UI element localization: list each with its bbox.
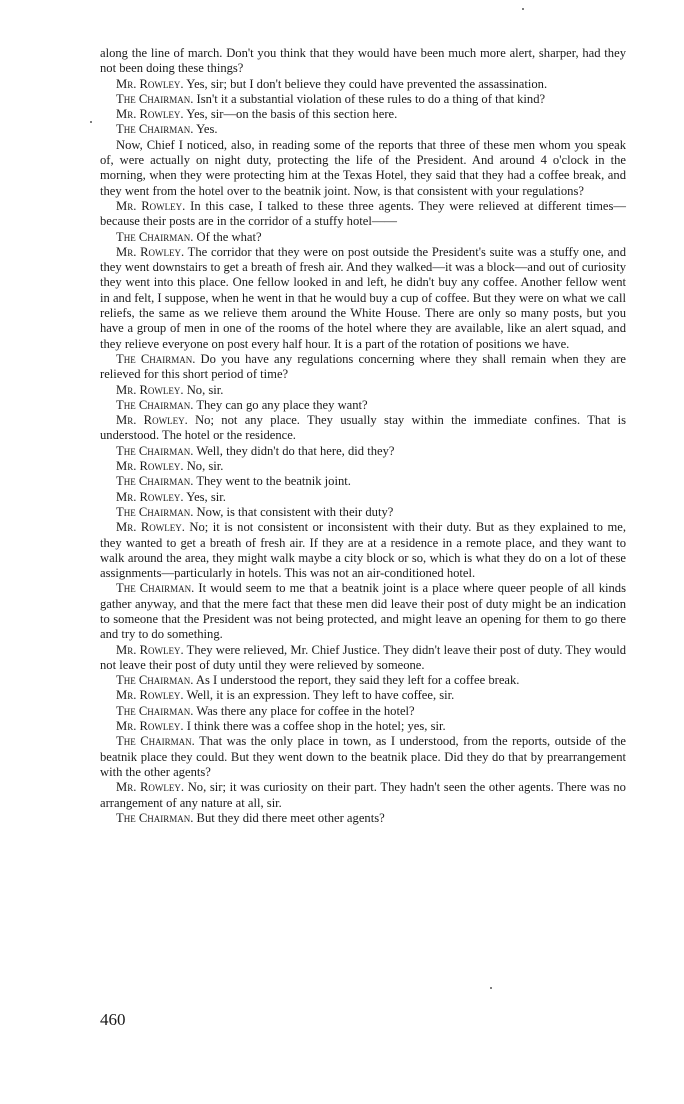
paragraph-text: As I understood the report, they said they left for a coffee break.: [195, 673, 520, 688]
paragraph-text: They can go any place they want?: [196, 397, 368, 412]
paragraph: [100, 704, 626, 719]
paragraph-text: Yes, sir.: [186, 489, 226, 504]
paragraph: [100, 490, 626, 505]
speaker-label: Mr. Rowley.: [116, 107, 184, 122]
speaker-label: Mr. Rowley.: [116, 382, 184, 397]
speaker-label: Mr. Rowley.: [116, 244, 185, 259]
scan-speck: [522, 8, 524, 10]
paragraph: [100, 673, 626, 688]
paragraph-text: They went to the beatnik joint.: [196, 474, 351, 489]
scan-speck: [490, 987, 492, 989]
paragraph-text: That was the only place in town, as I understood, from the reports, outside of the beatnik place they could. But they went down to the beatnik place. Did they do that by prearrangement with the other agents?: [100, 734, 627, 779]
paragraph: [100, 46, 626, 77]
speaker-label: The Chairman.: [116, 351, 196, 366]
speaker-label: The Chairman.: [116, 703, 194, 718]
speaker-label: Mr. Rowley.: [116, 780, 185, 795]
paragraph-text: They were relieved, Mr. Chief Justice. They didn't leave their post of duty. They would not leave their post of duty until they were relieved by someone.: [100, 642, 626, 672]
speaker-label: Mr. Rowley.: [116, 489, 184, 504]
paragraph: [100, 199, 626, 230]
speaker-label: The Chairman.: [116, 734, 195, 749]
paragraph-text: Well, it is an expression. They left to have coffee, sir.: [186, 688, 455, 703]
paragraph-text: No, sir.: [186, 382, 224, 397]
paragraph-text: No; not any place. They usually stay within the immediate confines. That is understood. The hotel or the residence.: [100, 413, 626, 443]
paragraph-text: Well, they didn't do that here, did they?: [196, 443, 395, 458]
speaker-label: The Chairman.: [116, 810, 194, 825]
speaker-label: Mr. Rowley.: [116, 520, 185, 535]
paragraph: [100, 643, 626, 674]
speaker-label: Mr. Rowley.: [116, 642, 184, 657]
paragraph-text: No; it is not consistent or inconsistent with their duty. But as they explained to me, they wanted to get a breath of fresh air. If they are at a residence in a remote place, and they want to walk around the area, they might walk maybe a city block or so, which is what they do on a lot of these assignments—particularly in hotels. This was not an air-conditioned hotel.: [100, 520, 626, 581]
paragraph: [100, 734, 626, 780]
paragraph-text: It would seem to me that a beatnik joint is a place where queer people of all kinds gather anyway, and that the mere fact that these men did leave their post of duty might be an indication to someone that the President was not being protected, and might leave an opening for them to go there and try to do something.: [100, 581, 626, 642]
paragraph: [100, 413, 626, 444]
speaker-label: The Chairman.: [116, 474, 194, 489]
paragraph: [100, 474, 626, 489]
speaker-label: Mr. Rowley.: [116, 198, 186, 213]
paragraph-text: But they did there meet other agents?: [196, 810, 385, 825]
speaker-label: The Chairman.: [116, 229, 194, 244]
paragraph: [100, 383, 626, 398]
paragraph: [100, 77, 626, 92]
paragraph-text: Of the what?: [196, 229, 262, 244]
speaker-label: The Chairman.: [116, 504, 194, 519]
speaker-label: Mr. Rowley.: [116, 76, 184, 91]
paragraph-text: Yes, sir—on the basis of this section here.: [186, 107, 398, 122]
paragraph-text: No, sir.: [186, 459, 224, 474]
paragraph-text: I think there was a coffee shop in the hotel; yes, sir.: [186, 719, 446, 734]
paragraph: [100, 811, 626, 826]
paragraph: [100, 688, 626, 703]
paragraph-text: Was there any place for coffee in the hotel?: [196, 703, 415, 718]
paragraph: [100, 719, 626, 734]
paragraph-text: Do you have any regulations concerning where they shall remain when they are relieved for this short period of time?: [100, 351, 626, 382]
speaker-label: The Chairman.: [116, 397, 194, 412]
page-body: [100, 46, 626, 826]
paragraph: [100, 122, 626, 137]
speaker-label: The Chairman.: [116, 91, 194, 106]
speaker-label: The Chairman.: [116, 443, 194, 458]
paragraph: [100, 138, 626, 199]
paragraph: [100, 459, 626, 474]
speaker-label: Mr. Rowley.: [116, 413, 188, 428]
speaker-label: Mr. Rowley.: [116, 459, 184, 474]
paragraph-text: In this case, I talked to these three agents. They were relieved at different times—because their posts are in the corridor of a stuffy hotel——: [100, 198, 626, 229]
paragraph: [100, 520, 626, 581]
speaker-label: The Chairman.: [116, 673, 194, 688]
paragraph: [100, 230, 626, 245]
paragraph-text: No, sir; it was curiosity on their part. They hadn't seen the other agents. There was no arrangement of any nature at all, sir.: [100, 780, 626, 810]
paragraph-text: Isn't it a substantial violation of these rules to do a thing of that kind?: [196, 91, 546, 106]
paragraph: [100, 444, 626, 459]
speaker-label: The Chairman.: [116, 122, 194, 137]
paragraph-text: along the line of march. Don't you think that they would have been much more alert, sharper, had they not been doing these things?: [100, 46, 626, 76]
paragraph: [100, 780, 626, 811]
paragraph: [100, 245, 626, 352]
paragraph: [100, 398, 626, 413]
scan-speck: [90, 121, 92, 123]
speaker-label: The Chairman.: [116, 581, 195, 596]
paragraph-text: Now, is that consistent with their duty?: [196, 504, 394, 519]
speaker-label: Mr. Rowley.: [116, 688, 184, 703]
paragraph: [100, 352, 626, 383]
paragraph-text: The corridor that they were on post outside the President's suite was a stuffy one, and they went downstairs to get a breath of fresh air. And they walked—it was a block—and out of curiosity they went into this place. One fellow looked in and left, he didn't buy any coffee. Another fellow went in and felt, I suppose, when he went in that he would buy a cup of coffee. But they were on what we call reliefs, the same as we relieve them around the White House. There are only so many posts, but you have a group of men in one of the rooms of the hotel where they are available, like an alert squad, and they relieve everyone on post every half hour. It is a part of the rotation of positions we have.: [100, 244, 626, 351]
paragraph: [100, 107, 626, 122]
paragraph-text: Yes, sir; but I don't believe they could have prevented the assassination.: [186, 76, 548, 91]
speaker-label: Mr. Rowley.: [116, 719, 184, 734]
paragraph-text: Yes.: [196, 122, 218, 137]
paragraph: [100, 581, 626, 642]
paragraph-text: Now, Chief I noticed, also, in reading some of the reports that three of these men whom you speak of, were actually on night duty, protecting the life of the President. And around 4 o'clock in the morning, when they were protecting him at the Texas Hotel, they said that they had a coffee break, and they went from the hotel over to the beatnik joint. Now, is that consistent with your regulations?: [100, 137, 626, 198]
page-number: 460: [100, 1010, 126, 1029]
paragraph: [100, 92, 626, 107]
paragraph: [100, 505, 626, 520]
